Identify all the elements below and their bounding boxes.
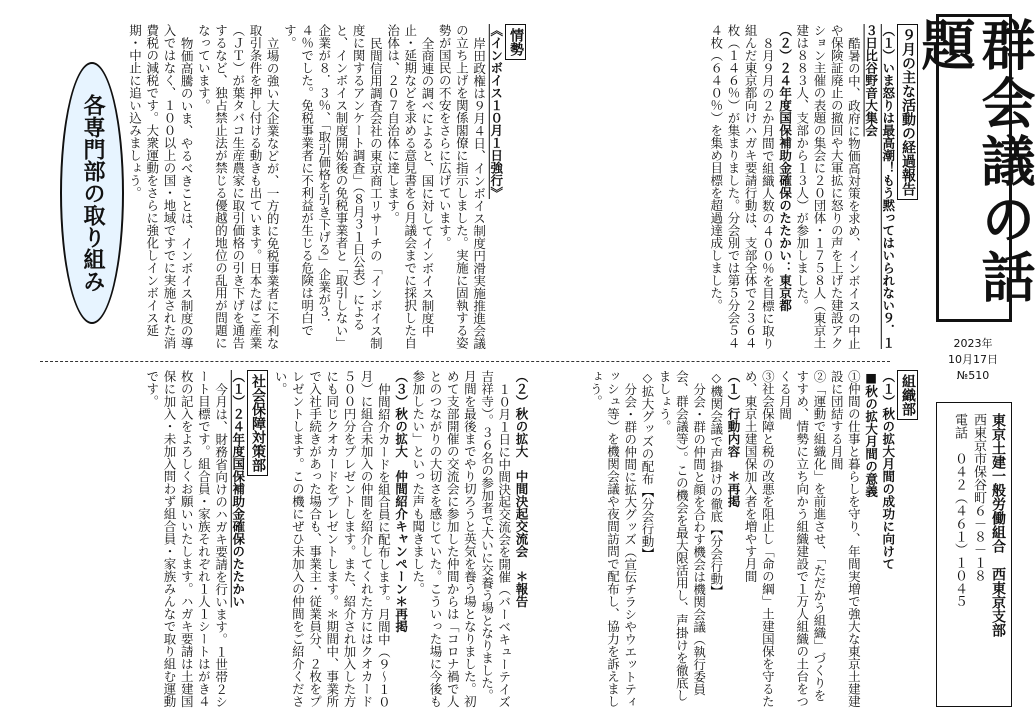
subsidy-body: 今月は、財務省向けのハガキ要請を行います。１世帯２シート目標です。組合員・家族それぞれ１人１シートはがき４枚の記入をよろしくお願いいたします。ハガキ要請は土建国保に加入・未加入問わず組合員・家族みんなで取り組む運動です。 <box>144 370 229 708</box>
masthead <box>913 14 1036 709</box>
newsletter-title-box <box>913 14 1036 322</box>
departments-oval-label <box>60 62 124 324</box>
situation-section <box>127 24 526 354</box>
publisher-box <box>936 402 1012 707</box>
item1-body: 酷暑の中、政府に物価高対策を求め、インボイスの中止や保険証廃止の撤回や大軍拡に怒りの声を上げた建設アクション主催の表題の集会に２０団体・１７５８人（東京土建は８８３人、支部から１３人）が参加しました。 <box>794 24 862 349</box>
section-divider <box>40 361 890 362</box>
action-item: ◇機関会議で声掛けの徹底【分会行動】 <box>708 370 724 598</box>
action-title: （１）行動内容 ＊再掲 <box>725 370 741 508</box>
action-item: 分会・群の仲間と顔を合わす機会は機関会議（執行委員会、群会議等）。この機会を最大限活用し、声掛けを徹底しましょう。 <box>657 370 707 702</box>
publisher-phone: 電話 ０４２（４６１）１０４５ <box>952 413 967 608</box>
exchange-body: １０月１日に中間決起交流会を開催（バーベキューテイズ吉祥寺）。３６名の参加者で大いに交養う場となりました。月間を最後までやり切ろうと英気を養う場となりました。初めて支部開催の交流会に参加した仲間からは「コロナ禍で人とのつながりの大切さを感じていた。こういった場に今後も参加したい」といった声も聞きました。 <box>410 370 512 708</box>
organization-section-cont <box>273 370 530 708</box>
departments-label: 各専門部の取り組み <box>80 94 105 292</box>
publisher-address: 西東京市保谷町６－８－１８ <box>971 413 986 582</box>
action-item: 分会・群の仲間に拡大グッズ（宣伝チラシやウエットティッシュ等）を機関会議や夜間訪問で配布し、協力を訴えましょう。 <box>588 370 638 708</box>
invoice-paragraph-5: 物価高騰のいま、やるべきことは、インボイス制度の導入ではなく、１００以上の国・地域ですでに実施された消費税の減税です。大衆運動をさらに強化しインボイス延期・中止に追い込みましょう。 <box>127 24 195 349</box>
issue-info <box>938 336 1008 384</box>
campaign-title: （１）秋の拡大月間の成功に向けて <box>880 370 896 570</box>
issue-date: 10月17日 <box>948 353 998 366</box>
social-security-section <box>118 370 268 708</box>
organization-section <box>540 370 918 708</box>
subsidy-title: （１）２４年度国保補助金確保のたたかい <box>230 370 246 608</box>
item2-title: （２）２４年度国保補助金確保のたたかい：東京都 <box>777 24 793 312</box>
issue-number: №510 <box>956 369 990 382</box>
organization-label: 組織部 <box>897 370 918 420</box>
section-heading-activities: ９月の主な活動の経過報告 <box>897 24 918 200</box>
campaign-significance: ■秋の拡大月間の意義 <box>863 370 879 498</box>
item2-body: ８月９月の２か月間で組織人数の４００％を目標に取り組んだ東京都向けハガキ要請行動は、支部全体で２３６４枚（１４６％）が集まりました。分会別では第５分会５４４枚（６４０％）を集め目標を超過達成しました。 <box>708 24 776 349</box>
newsletter-title: 群会議の話題 <box>913 17 1036 307</box>
invoice-paragraph-1: 岸田政権は９月４日、インボイス制度円滑実施推進会議の立ち上げを関係閣僚に指示しました。実施に固執する姿勢が国民の不安をさらに広げています。 <box>437 24 487 349</box>
invoice-paragraph-3: 民間信用調査会社の東京商工リサーチの「インボイス制度に関するアンケート調査」（８月３１日公表）によると、インボイス制度開始後の免税事業者と「取引しない」企業が８．３％、「取引価格を引き下げる」企業が３．４％でした。免税事業者に不利益が生じる危険は明白です。 <box>282 24 384 349</box>
invoice-title: 《インボイス１０月１日強行》 <box>488 24 504 199</box>
item1-title: （１）いま怒りは最高潮！もう黙ってはいられない９．１３日比谷野音大集会 <box>863 24 896 349</box>
publisher-name: 東京土建一般労働組合 西東京支部 <box>990 413 1006 637</box>
top-section <box>538 24 918 354</box>
issue-year: 2023年 <box>953 337 993 350</box>
social-security-label: 社会保障対策部 <box>247 370 268 476</box>
referral-title: （３）秋の拡大 仲間紹介キャンペーン＊再掲 <box>393 370 409 633</box>
situation-label: 情勢 <box>505 24 526 60</box>
significance-item: ③社会保障と税の改悪を阻止し「命の綱」土建国保を守るため、東京土建国保加入者を増やす月間 <box>743 370 776 708</box>
exchange-title: （２）秋の拡大 中間決起交流会 ＊報告 <box>514 370 529 608</box>
invoice-paragraph-4: 立場の強い大企業などが、一方的に免税事業者に不利な取引条件を押し付ける動きも出ています。日本たばこ産業（ＪＴ）が葉タバコ生産農家に取引価格の引き下げを通告するなど、独占禁止法が禁じる優越的地位の乱用が問題になっています。 <box>196 24 281 349</box>
invoice-paragraph-2: 全商連の調べによると、国に対してインボイス制度中止・延期などを求める意見書を６月議会までに採択した自治体は、２０７自治体に達します。 <box>385 24 435 349</box>
referral-body: 仲間紹介カードを組合員に配布します。月間中（９～１０月）に組合未加入の仲間を紹介してくれた方にはクオカード５００円分をプレゼントします。また、紹介され加入した方にも同じクオカードをプレゼントします。＊期間中、事業所で入社手続きがあった場合も、事業主・従業員分、２枚をプレゼントします。この機にぜひ未加入の仲間をご紹介ください。 <box>273 370 392 708</box>
significance-item: ①仲間の仕事と暮らしを守り、年間実増で強大な東京土建建設に団結する月間 <box>829 370 862 708</box>
action-item: ◇拡大グッズの配布【分会行動】 <box>639 370 655 560</box>
significance-item: ②「運動で組織化」を前進させ、「ただかう組織」づくりをすすめ、情勢に立ち向かう組織建設で１万人組織の土台をつくる月間 <box>777 370 827 708</box>
